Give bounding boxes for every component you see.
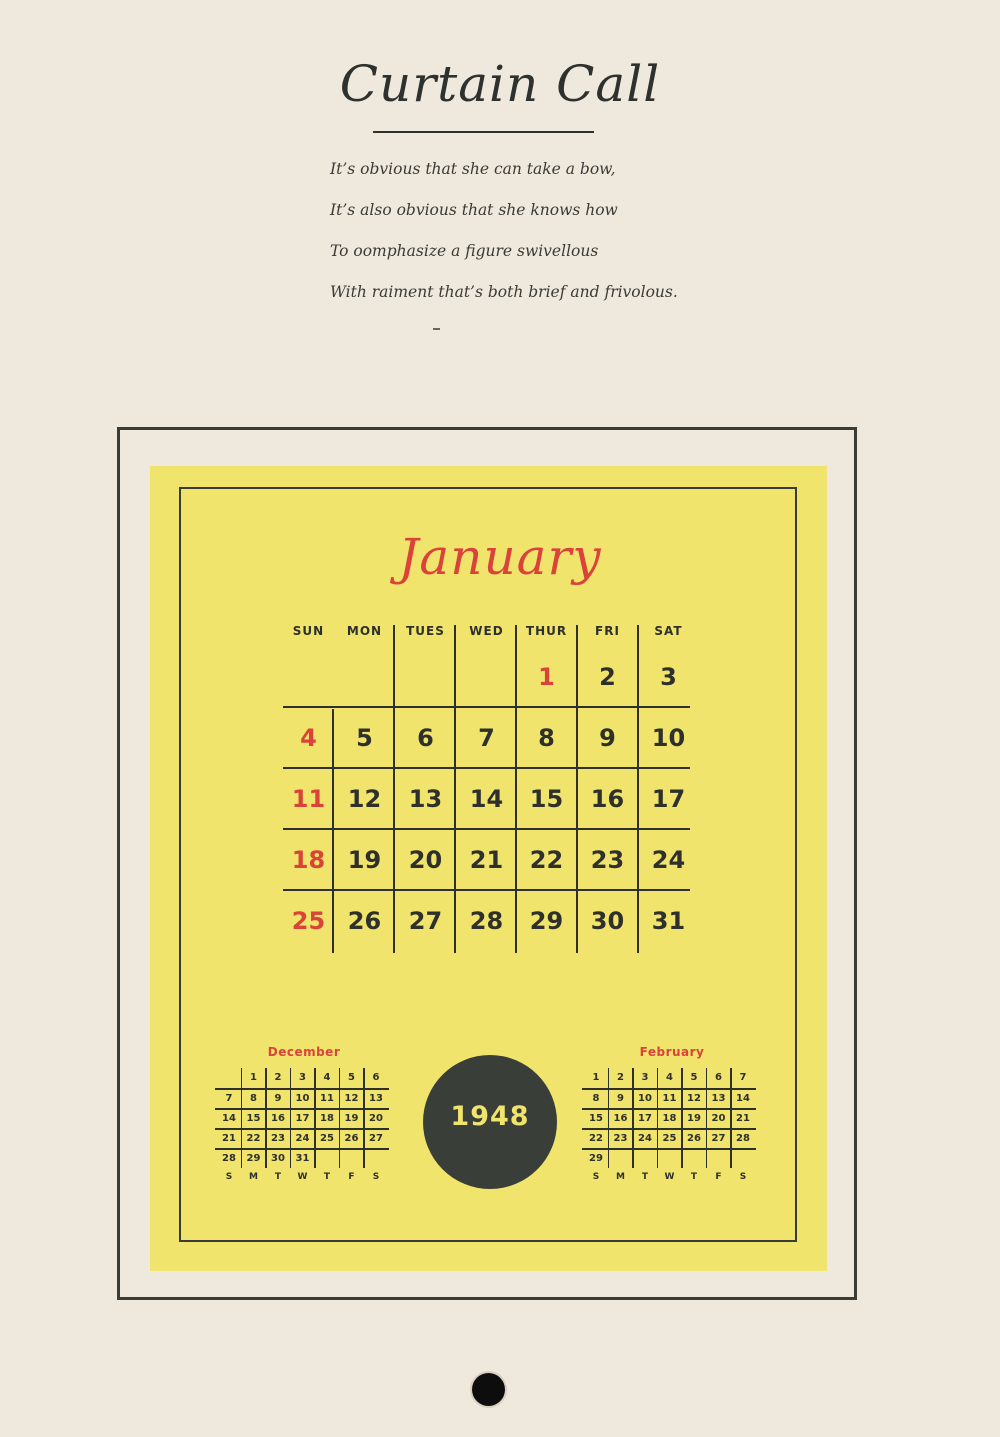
poem-line: It’s obvious that she can take a bow,: [330, 160, 616, 178]
date-cell: 1: [538, 663, 555, 691]
mini-date-cell: 27: [369, 1133, 383, 1144]
date-cell: 20: [408, 846, 443, 874]
date-cell: 4: [300, 724, 317, 752]
date-cell: 21: [469, 846, 504, 874]
poem-line: It’s also obvious that she knows how: [330, 201, 618, 219]
mini-date-cell: 11: [320, 1093, 334, 1104]
mini-date-cell: 17: [638, 1113, 652, 1124]
date-cell: 10: [651, 724, 686, 752]
mini-grid-line: [582, 1108, 756, 1110]
mini-grid-line: [363, 1068, 365, 1168]
mini-date-cell: 14: [736, 1093, 750, 1104]
grid-line: [332, 709, 334, 953]
date-cell: 30: [590, 907, 625, 935]
mini-date-cell: 29: [246, 1153, 261, 1164]
mini-day-letter: F: [715, 1172, 722, 1182]
day-header: SUN: [292, 624, 325, 638]
date-cell: 26: [347, 907, 382, 935]
date-cell: 24: [651, 846, 686, 874]
mini-date-cell: 13: [711, 1093, 726, 1104]
mini-date-cell: 24: [295, 1133, 310, 1144]
poem-line: With raiment that’s both brief and frivolous.: [330, 283, 678, 301]
mini-date-cell: 1: [250, 1072, 257, 1083]
mini-date-cell: 17: [295, 1113, 310, 1124]
mini-day-letter: S: [592, 1172, 600, 1182]
poem: [330, 156, 678, 320]
mini-date-cell: 18: [662, 1113, 677, 1124]
mini-date-cell: 25: [662, 1133, 677, 1144]
date-cell: 9: [599, 724, 616, 752]
date-cell: 16: [590, 785, 625, 813]
date-cell: 25: [291, 907, 326, 935]
date-cell: 19: [347, 846, 382, 874]
page-title: Curtain Call: [339, 55, 661, 113]
mini-grid-line: [314, 1068, 316, 1168]
mini-date-cell: 22: [589, 1133, 603, 1144]
mini-date-cell: 4: [323, 1072, 331, 1083]
mini-date-cell: 9: [617, 1093, 624, 1104]
date-cell: 31: [651, 907, 686, 935]
year-label: 1948: [450, 1101, 530, 1132]
mini-date-cell: 29: [589, 1153, 603, 1164]
date-cell: 23: [590, 846, 625, 874]
date-cell: 14: [469, 785, 504, 813]
mini-grid-line: [681, 1068, 683, 1168]
mini-grid-line: [215, 1148, 389, 1150]
date-cell: 18: [291, 846, 326, 874]
mini-date-cell: 19: [344, 1113, 359, 1124]
date-cell: 8: [538, 724, 555, 752]
mini-day-letter: M: [249, 1172, 258, 1182]
mini-date-cell: 12: [344, 1093, 359, 1104]
mini-date-cell: 26: [344, 1133, 359, 1144]
mini-date-cell: 16: [271, 1113, 285, 1124]
day-header: SAT: [654, 624, 683, 638]
date-cell: 22: [529, 846, 564, 874]
mini-date-cell: 21: [736, 1113, 750, 1124]
mini-date-cell: 30: [271, 1153, 285, 1164]
mini-date-cell: 28: [736, 1133, 750, 1144]
mini-date-cell: 3: [299, 1072, 306, 1083]
mini-date-cell: 31: [295, 1153, 310, 1164]
mini-date-cell: 4: [666, 1072, 673, 1083]
grid-line: [283, 706, 690, 708]
mini-date-cell: 8: [250, 1093, 257, 1104]
grid-line: [454, 625, 456, 953]
mini-grid-line: [632, 1068, 634, 1168]
mini-day-letter: S: [739, 1172, 747, 1182]
mini-date-cell: 23: [613, 1133, 628, 1144]
mini-date-cell: 6: [372, 1072, 380, 1083]
mini-date-cell: 14: [222, 1113, 236, 1124]
mini-date-cell: 5: [348, 1072, 355, 1083]
mini-grid-line: [215, 1108, 389, 1110]
mini-grid-line: [215, 1088, 389, 1090]
mini-date-cell: 2: [617, 1072, 624, 1083]
month-title: January: [398, 528, 602, 586]
mini-date-cell: 23: [271, 1133, 285, 1144]
day-header: MON: [346, 624, 383, 638]
mini-date-cell: 5: [690, 1072, 698, 1083]
mini-date-cell: 11: [662, 1093, 677, 1104]
title-underline: [373, 131, 594, 133]
mini-day-letter: T: [274, 1172, 282, 1182]
date-cell: 13: [408, 785, 443, 813]
mini-date-cell: 21: [222, 1133, 236, 1144]
mini-date-cell: 26: [687, 1133, 701, 1144]
date-cell: 15: [529, 785, 564, 813]
date-cell: 28: [469, 907, 504, 935]
mini-grid-line: [706, 1068, 708, 1168]
mini-grid-line: [730, 1068, 732, 1168]
mini-date-cell: 10: [295, 1093, 310, 1104]
mini-date-cell: 19: [687, 1113, 701, 1124]
date-cell: 7: [478, 724, 495, 752]
mini-date-cell: 20: [711, 1113, 726, 1124]
mini-grid-line: [265, 1068, 267, 1168]
mini-day-letter: T: [641, 1172, 649, 1182]
date-cell: 17: [651, 785, 686, 813]
mini-day-letter: S: [225, 1172, 233, 1182]
mini-day-letter: S: [372, 1172, 380, 1182]
mini-date-cell: 1: [592, 1072, 600, 1083]
date-cell: 12: [347, 785, 382, 813]
date-cell: 27: [408, 907, 443, 935]
mini-date-cell: 15: [246, 1113, 261, 1124]
mini-grid-line: [339, 1068, 341, 1168]
mini-date-cell: 28: [222, 1153, 236, 1164]
grid-line: [283, 828, 690, 830]
mini-date-cell: 16: [613, 1113, 628, 1124]
mini-grid-line: [657, 1068, 659, 1168]
date-cell: 2: [599, 663, 616, 691]
mini-date-cell: 24: [638, 1133, 652, 1144]
mini-date-cell: 25: [320, 1133, 334, 1144]
day-header: THUR: [525, 624, 568, 638]
mini-grid-line: [582, 1128, 756, 1130]
grid-line: [515, 625, 517, 953]
day-header: WED: [469, 624, 504, 638]
poem-line: To oomphasize a figure swivellous: [330, 242, 599, 260]
day-header: FRI: [595, 624, 620, 638]
date-cell: 11: [291, 785, 326, 813]
mini-date-cell: 27: [711, 1133, 726, 1144]
mini-date-cell: 7: [225, 1093, 233, 1104]
mini-month-title: December: [267, 1045, 341, 1059]
mini-grid-line: [582, 1088, 756, 1090]
grid-line: [283, 767, 690, 769]
mini-day-letter: F: [348, 1172, 355, 1182]
mini-grid-line: [215, 1128, 389, 1130]
date-cell: 5: [356, 724, 373, 752]
mini-grid-line: [608, 1068, 610, 1168]
date-cell: 6: [417, 724, 434, 752]
hanging-hole: [472, 1373, 505, 1406]
mini-day-letter: M: [616, 1172, 625, 1182]
mini-date-cell: 8: [592, 1093, 600, 1104]
grid-line: [576, 625, 578, 953]
mini-date-cell: 13: [369, 1093, 383, 1104]
mini-date-cell: 3: [641, 1072, 649, 1083]
day-header: TUES: [406, 624, 445, 638]
mini-date-cell: 20: [369, 1113, 383, 1124]
mini-date-cell: 7: [739, 1072, 747, 1083]
mini-date-cell: 22: [246, 1133, 261, 1144]
grid-line: [637, 625, 639, 953]
mini-date-cell: 2: [274, 1072, 282, 1083]
date-cell: 29: [529, 907, 564, 935]
grid-line: [283, 889, 690, 891]
mini-date-cell: 6: [715, 1072, 722, 1083]
decorative-dash: [433, 328, 440, 330]
mini-day-letter: W: [664, 1172, 675, 1182]
mini-grid-line: [241, 1068, 243, 1168]
date-cell: 3: [660, 663, 677, 691]
mini-grid-line: [290, 1068, 292, 1168]
mini-date-cell: 10: [638, 1093, 652, 1104]
mini-date-cell: 12: [687, 1093, 701, 1104]
mini-day-letter: T: [323, 1172, 331, 1182]
mini-date-cell: 15: [589, 1113, 603, 1124]
mini-date-cell: 9: [274, 1093, 282, 1104]
grid-line: [393, 625, 395, 953]
mini-grid-line: [582, 1148, 756, 1150]
mini-day-letter: T: [690, 1172, 698, 1182]
mini-date-cell: 18: [320, 1113, 334, 1124]
mini-month-title: February: [639, 1045, 705, 1059]
mini-day-letter: W: [297, 1172, 308, 1182]
